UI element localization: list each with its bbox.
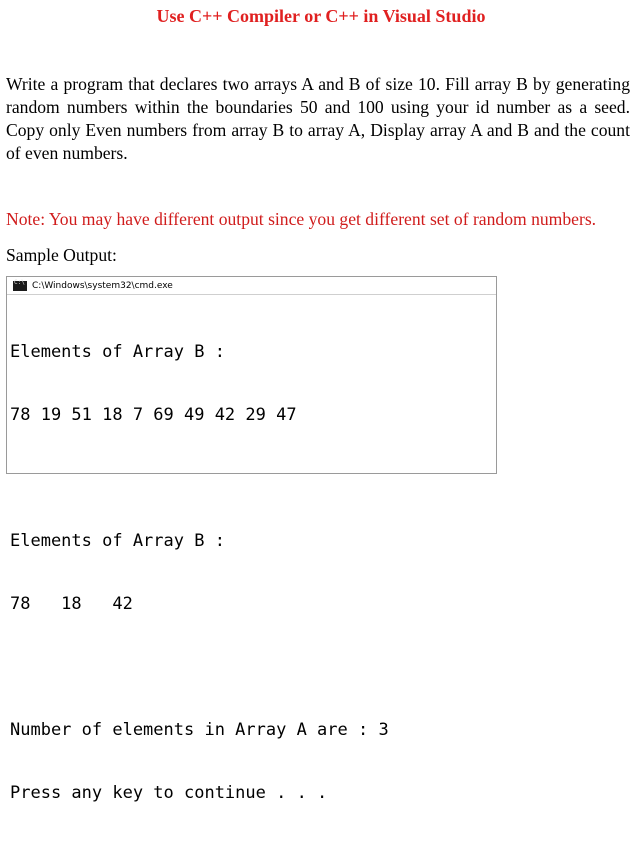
console-line: Elements of Array B : [10,342,225,362]
console-title: C:\Windows\system32\cmd.exe [32,280,173,291]
console-output [7,295,496,846]
console-line: Press any key to continue . . . [10,783,328,803]
console-line [10,657,496,678]
sample-output-label: Sample Output: [6,245,117,265]
console-line: Number of elements in Array A are : 3 [10,720,389,740]
console-line [10,468,496,489]
page-heading: Use C++ Compiler or C++ in Visual Studio [156,6,486,26]
note-text: Note: You may have different output since you get different set of random numbers. [6,209,597,229]
console-line: 78 19 51 18 7 69 49 42 29 47 [10,405,297,425]
console-window [6,276,497,803]
console-line: 78 18 42 [10,594,133,614]
console-line: Elements of Array B : [10,531,225,551]
console-titlebar [7,277,496,295]
cmd-icon [13,281,27,291]
question-text: Write a program that declares two arrays A and B of size 10. Fill array B by generating random numbers within the boundaries 50 and 100 using your id number as a seed. Copy only Even numbers from array B to array A, Display array A and B and the count of even numbers. [6,74,630,163]
